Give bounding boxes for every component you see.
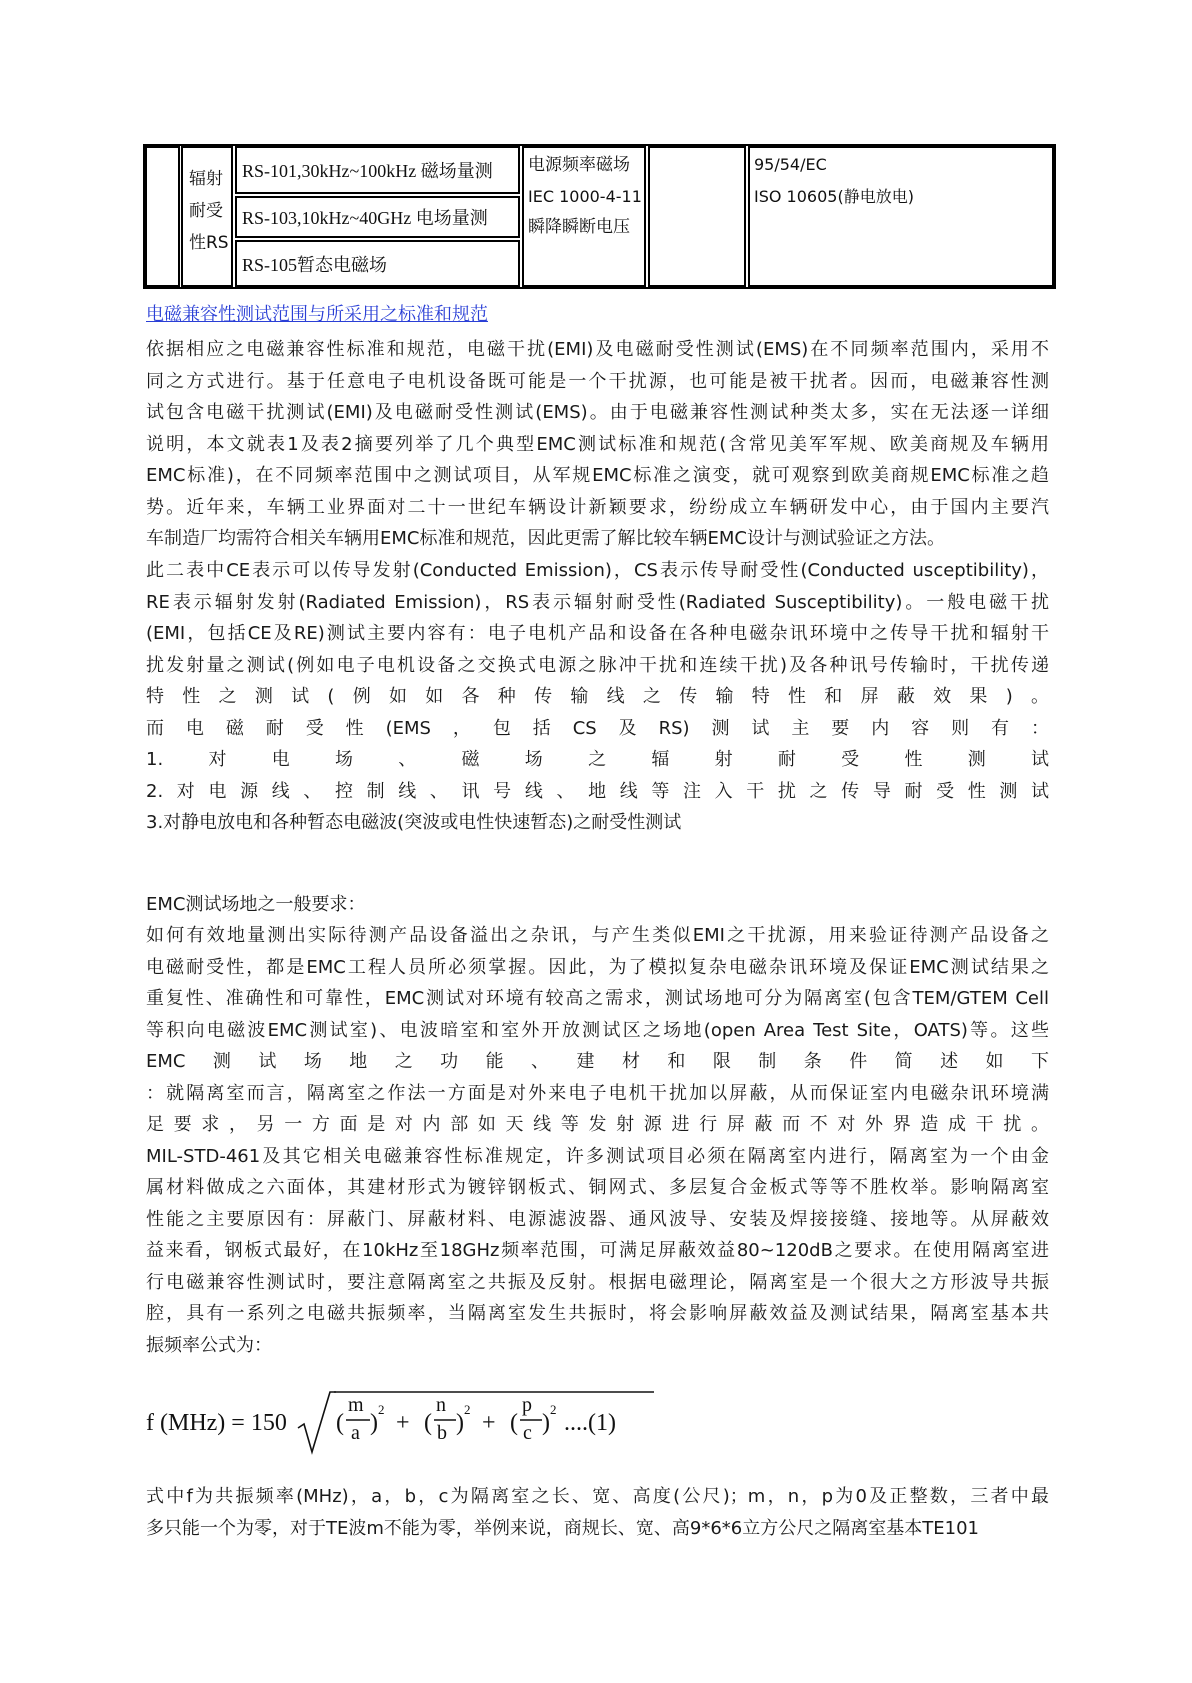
standards-table [143,144,1056,289]
formula-n: n [436,1394,446,1416]
fraction-bar [434,1419,456,1421]
text-line: 3.对静电放电和各种暂态电磁波(突波或电性快速暂态)之耐受性测试 [146,812,682,833]
category-line: 性RS [189,233,229,253]
table-cell-standard [522,146,646,287]
sqrt-sign-icon [296,1388,336,1458]
text-line: 依据相应之电磁兼容性标准和规范，电磁干扰(EMI)及电磁耐受性测试(EMS)在不同频率范围内，采用不 [146,339,1049,360]
text-line: 扰发射量之测试(例如电子电机设备之交换式电源之脉冲干扰和连续干扰)及各种讯号传输时，干扰传递 [146,654,1049,676]
table-cell-item [235,196,520,238]
text-line: MIL-STD-461及其它相关电磁兼容性标准规定，许多测试项目必须在隔离室内进行，隔离室为一个由金 [146,1145,1049,1167]
standard-line: 瞬降瞬断电压 [528,217,630,237]
text-line: EMC测试场地之一般要求： [146,894,366,915]
text-line: 属材料做成之六面体，其建材形式为镀锌钢板式、铜网式、多层复合金板式等等不胜枚举。影响隔离室 [146,1177,1049,1198]
formula-c: c [523,1422,532,1444]
category-line: 辐射 [189,169,223,189]
exponent: 2 [550,1402,557,1417]
standard-line: 电源频率磁场 [528,155,630,175]
text-line: 如何有效地量测出实际待测产品设备溢出之杂讯，与产生类似EMI之干扰源，用来验证待测产品设备之 [146,925,1049,946]
formula-b: b [437,1422,447,1444]
text-line: 益来看，钢板式最好，在10kHz至18GHz频率范围，可满足屏蔽效益80~120dB之要求。在使用隔离室进 [146,1240,1049,1261]
text-line: 而电磁耐受性(EMS，包括CS及RS)测试主要内容则有： [146,717,1049,739]
text-line: EMC测试场地之功能、建材和限制条件简述如下 [146,1051,1049,1072]
exponent: 2 [464,1402,471,1417]
text-line: 1.对电场、磁场之辐射耐受性测试 [146,749,1049,770]
paragraph [146,920,1049,1361]
text-line: 此二表中CE表示可以传导发射(Conducted Emission)，CS表示传导耐受性(Conducted usceptibility)， [146,560,1049,581]
paragraph [146,555,1049,839]
sqrt-overline [334,1391,654,1393]
text-line: EMC标准)，在不同频率范围中之测试项目，从军规EMC标准之演变，就可观察到欧美商规EMC标准之趋 [146,465,1049,486]
text-line: ：就隔离室而言，隔离室之作法一方面是对外来电子电机干扰加以屏蔽，从而保证室内电磁杂讯环境满 [146,1082,1049,1104]
text-line: 试包含电磁干扰测试(EMI)及电磁耐受性测试(EMS)。由于电磁兼容性测试种类太多，实在无法逐一详细 [146,402,1049,423]
text-line: 行电磁兼容性测试时，要注意隔离室之共振及反射。根据电磁理论，隔离室是一个很大之方形波导共振 [146,1271,1049,1293]
vehicle-standard-line: 95/54/EC [754,155,827,174]
paren-close: ) [456,1410,464,1436]
formula-lhs: f (MHz) = 150 [146,1410,287,1436]
text-line: 振频率公式为： [146,1334,272,1356]
category-line: 耐受 [189,201,223,221]
plus-sign: + [482,1410,496,1436]
table-cell-item [235,146,520,194]
table-cell-vehicle-standard [748,146,1054,287]
exponent: 2 [378,1402,385,1417]
formula-m: m [348,1394,364,1416]
text-line: 2.对电源线、控制线、讯号线、地线等注入干扰之传导耐受性测试 [146,780,1049,802]
text-line: 特性之测试(例如如各种传输线之传输特性和屏蔽效果)。 [146,686,1049,707]
text-line: (EMI，包括CE及RE)测试主要内容有：电子电机产品和设备在各种电磁杂讯环境中之传导干扰和辐射干 [146,623,1049,644]
paragraph [146,1481,1049,1544]
text-line: 足要求，另一方面是对内部如天线等发射源进行屏蔽而不对外界造成干扰。 [146,1114,1049,1135]
text-line: 车制造厂均需符合相关车辆用EMC标准和规范，因此更需了解比较车辆EMC设计与测试验证之方法。 [146,528,945,549]
resonance-formula [146,1388,706,1458]
formula-tail: ....(1) [564,1410,616,1436]
table-cell-item [235,240,520,287]
text-line: 同之方式进行。基于任意电子电机设备既可能是一个干扰源，也可能是被干扰者。因而，电磁兼容性测 [146,370,1049,392]
text-line: 多只能一个为零，对于TE波m不能为零，举例来说，商规长、宽、高9*6*6立方公尺之隔离室基本TE101 [146,1517,979,1539]
text-line: 腔，具有一系列之电磁共振频率，当隔离室发生共振时，将会影响屏蔽效益及测试结果，隔离室基本共 [146,1303,1049,1324]
text-line: 重复性、准确性和可靠性，EMC测试对环境有较高之需求，测试场地可分为隔离室(包含TEM/GTEM Cell [146,988,1049,1009]
table-cell-empty [145,146,180,287]
text-line: 说明，本文就表1及表2摘要列举了几个典型EMC测试标准和规范(含常见美军军规、欧美商规及车辆用 [146,433,1049,455]
text-line: 电磁耐受性，都是EMC工程人员所必须掌握。因此，为了模拟复杂电磁杂讯环境及保证EMC测试结果之 [146,956,1049,978]
fraction-bar [520,1419,542,1421]
rs-item-label: RS-101,30kHz~100kHz 磁场量测 [242,161,493,181]
paren-open: ( [510,1410,518,1436]
paren-close: ) [542,1410,550,1436]
formula-a: a [351,1422,360,1444]
text-line: 式中f为共振频率(MHz)，a，b，c为隔离室之长、宽、高度(公尺)；m，n，p为0及正整数，三者中最 [146,1486,1049,1507]
vehicle-standard-line: ISO 10605(静电放电) [754,187,914,206]
formula-p: p [522,1394,532,1416]
rs-item-label: RS-105暂态电磁场 [242,255,388,275]
table-cell-empty [648,146,746,287]
text-line: RE表示辐射发射(Radiated Emission)，RS表示辐射耐受性(Radiated Susceptibility)。一般电磁干扰 [146,591,1049,613]
paren-open: ( [424,1410,432,1436]
paragraph [146,334,1049,555]
paragraph [146,889,1049,921]
paren-close: ) [370,1410,378,1436]
plus-sign: + [396,1410,410,1436]
rs-item-label: RS-103,10kHz~40GHz 电场量测 [242,208,488,228]
fraction-bar [346,1419,370,1421]
text-line: 等积向电磁波EMC测试室)、电波暗室和室外开放测试区之场地(open Area Test Site，OATS)等。这些 [146,1019,1049,1041]
table-cell-category [181,146,233,287]
standard-line: IEC 1000-4-11 [528,187,642,206]
paren-open: ( [336,1410,344,1436]
section-title-link[interactable]: 电磁兼容性测试范围与所采用之标准和规范 [146,304,488,325]
text-line: 性能之主要原因有：屏蔽门、屏蔽材料、电源滤波器、通风波导、安装及焊接接缝、接地等。从屏蔽效 [146,1208,1049,1230]
text-line: 势。近年来，车辆工业界面对二十一世纪车辆设计新颖要求，纷纷成立车辆研发中心，由于国内主要汽 [146,496,1049,518]
